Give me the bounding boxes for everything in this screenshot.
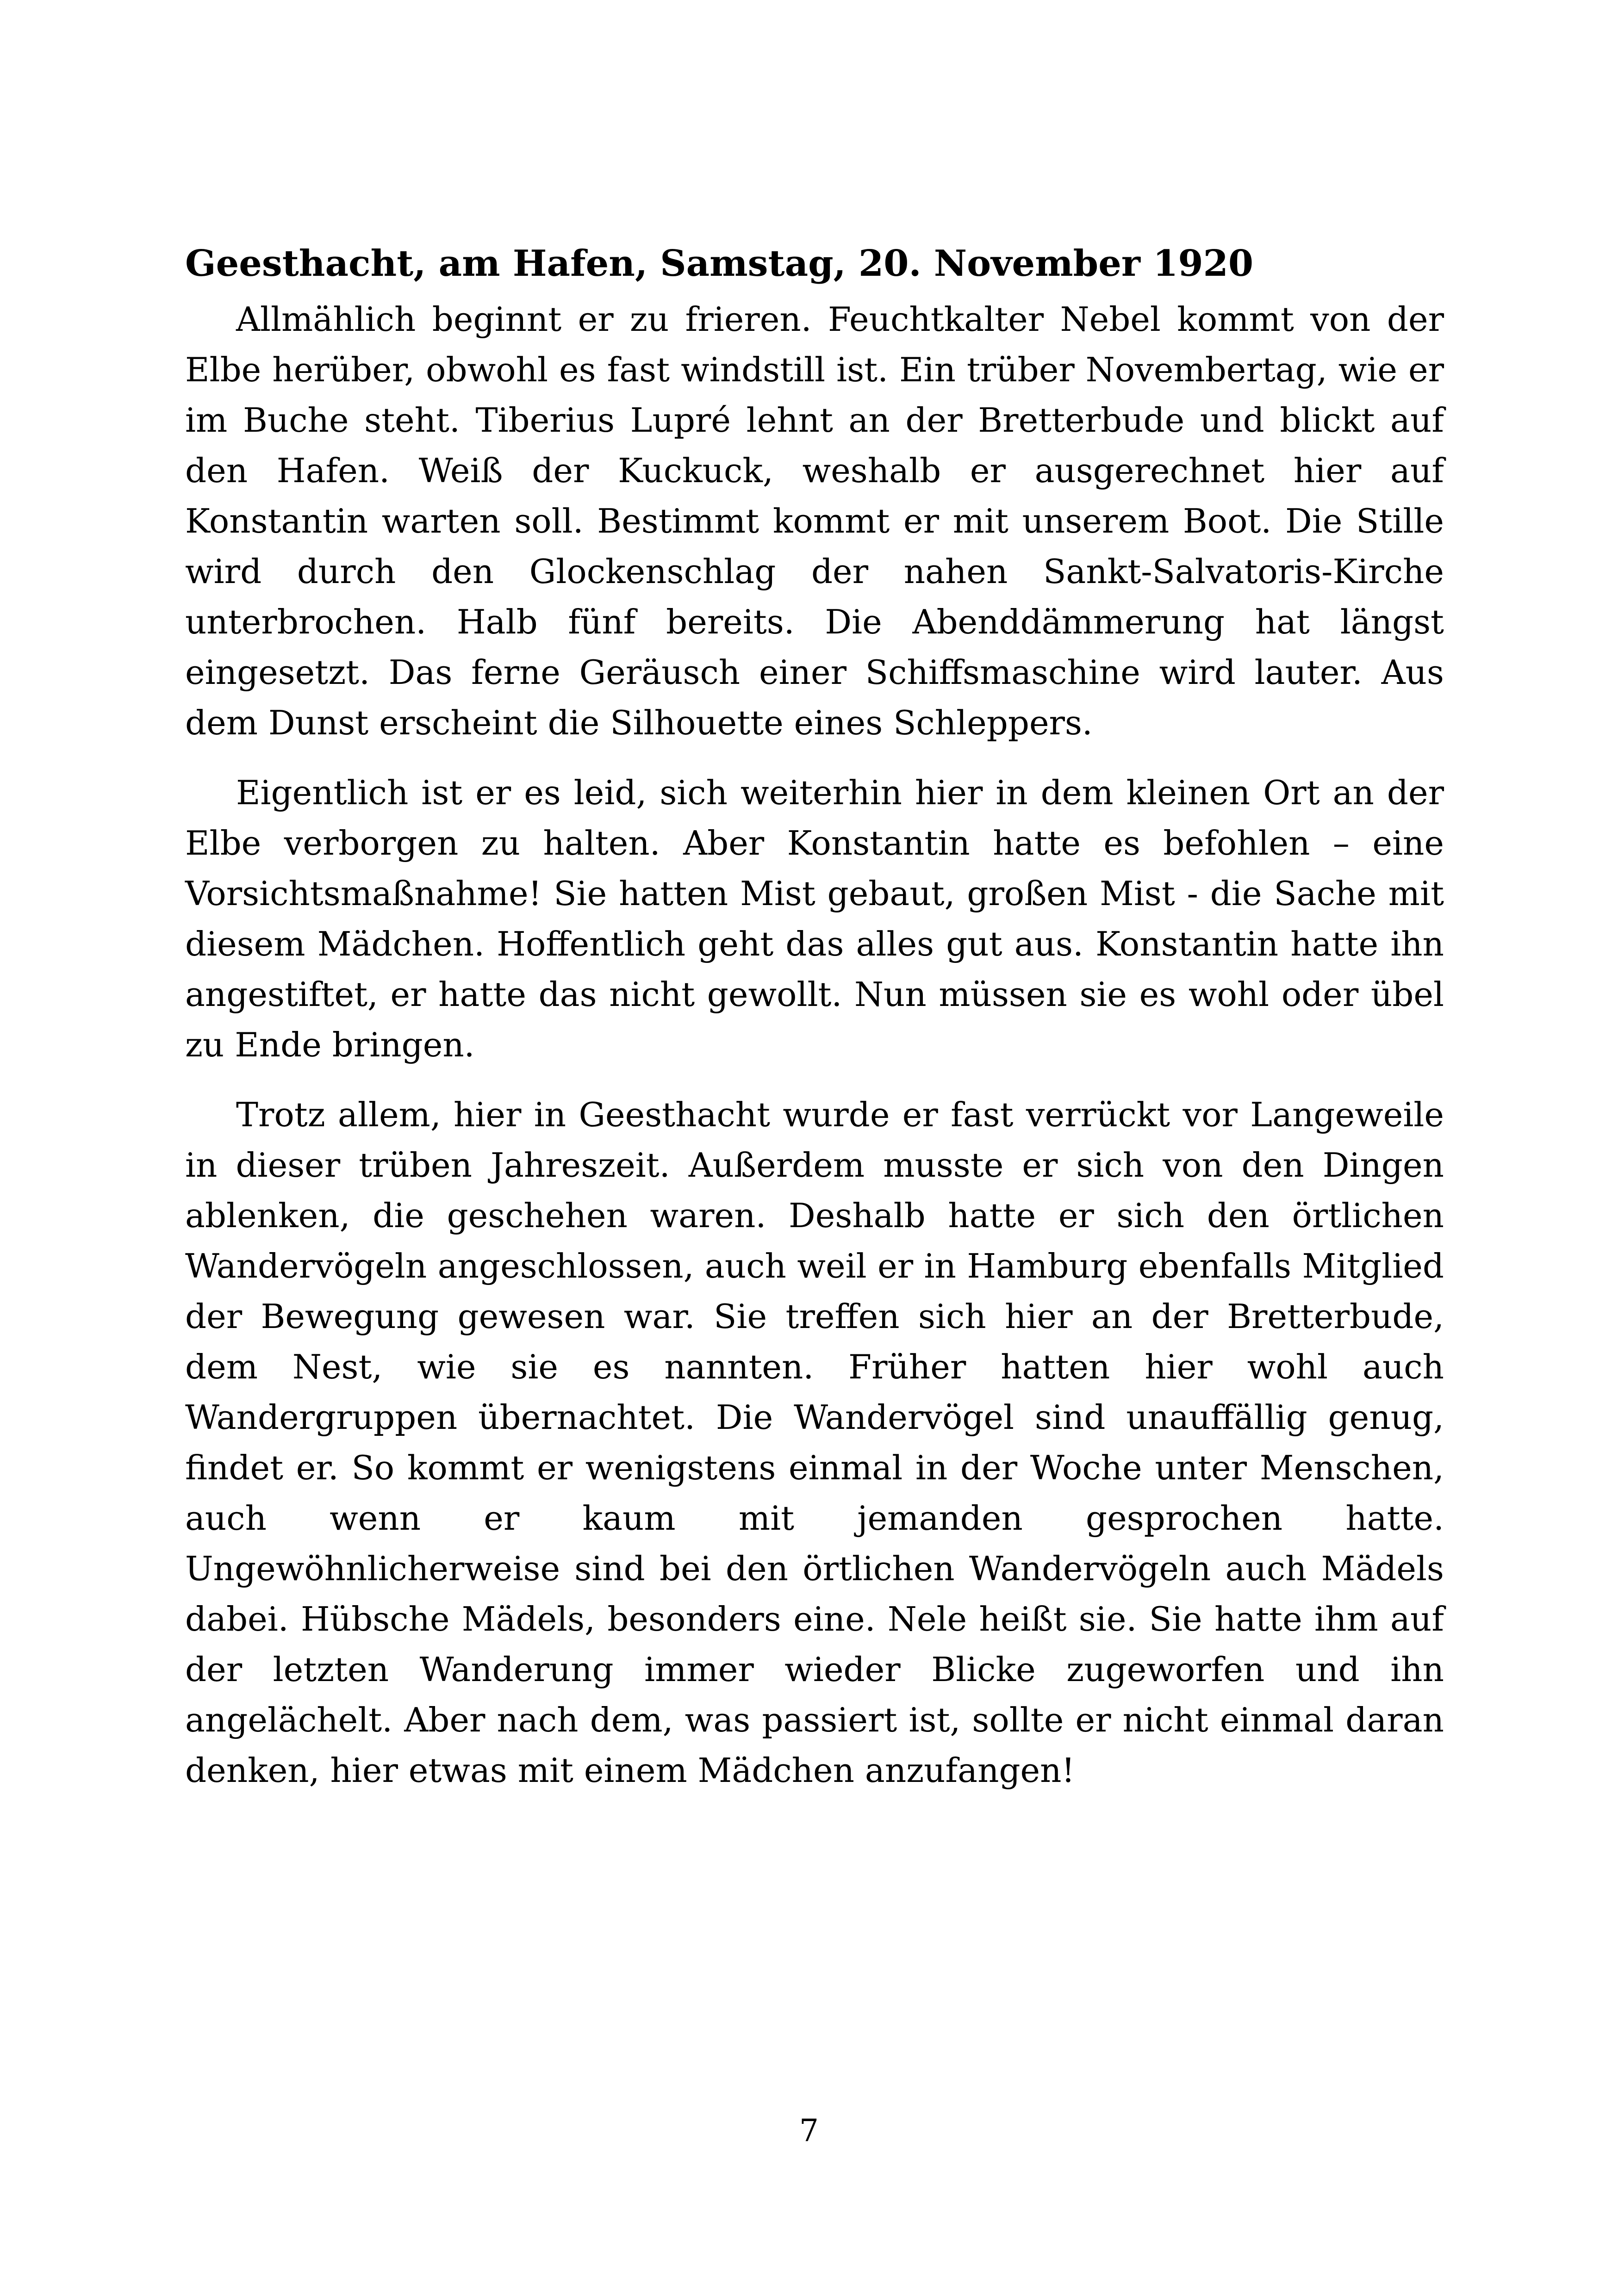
page-content: [185, 241, 1444, 1796]
paragraph-1: Allmählich beginnt er zu frieren. Feuchtkalter Nebel kommt von der Elbe herüber, obwohl es fast windstill ist. Ein trüber Novembertag, wie er im Buche steht. Tiberius Lupré lehnt an der Bretterbude und blickt auf den Hafen. Weiß der Kuckuck, weshalb er ausgerechnet hier auf Konstantin warten soll. Bestimmt kommt er mit unserem Boot. Die Stille wird durch den Glockenschlag der nahen Sankt-Salvatoris-Kirche unterbrochen. Halb fünf bereits. Die Abenddämmerung hat längst eingesetzt. Das ferne Geräusch einer Schiffsmaschine wird lauter. Aus dem Dunst erscheint die Silhouette eines Schleppers.: [185, 300, 1444, 742]
paragraph-3: Trotz allem, hier in Geesthacht wurde er fast verrückt vor Langeweile in dieser trüben Jahreszeit. Außerdem musste er sich von den Dingen ablenken, die geschehen waren. Deshalb hatte er sich den örtlichen Wandervögeln angeschlossen, auch weil er in Hamburg ebenfalls Mitglied der Bewegung gewesen war. Sie treffen sich hier an der Bretterbude, dem Nest, wie sie es nannten. Früher hatten hier wohl auch Wandergruppen übernachtet. Die Wandervögel sind unauffällig genug, findet er. So kommt er wenigstens einmal in der Woche unter Menschen, auch wenn er kaum mit jemanden gesprochen hatte. Ungewöhnlicherweise sind bei den örtlichen Wandervögeln auch Mädels dabei. Hübsche Mädels, besonders eine. Nele heißt sie. Sie hatte ihm auf der letzten Wanderung immer wieder Blicke zugeworfen und ihn angelächelt. Aber nach dem, was passiert ist, sollte er nicht einmal daran denken, hier etwas mit einem Mädchen anzufangen!: [185, 1095, 1444, 1790]
chapter-heading: Geesthacht, am Hafen, Samstag, 20. November 1920: [185, 242, 1254, 285]
paragraph-2: Eigentlich ist er es leid, sich weiterhin hier in dem kleinen Ort an der Elbe verborgen zu halten. Aber Konstantin hatte es befohlen – eine Vorsichtsmaßnahme! Sie hatten Mist gebaut, großen Mist - die Sache mit diesem Mädchen. Hoffentlich geht das alles gut aus. Konstantin hatte ihn angestiftet, er hatte das nicht gewollt. Nun müssen sie es wohl oder übel zu Ende bringen.: [185, 773, 1444, 1064]
page-number: 7: [799, 2113, 819, 2148]
